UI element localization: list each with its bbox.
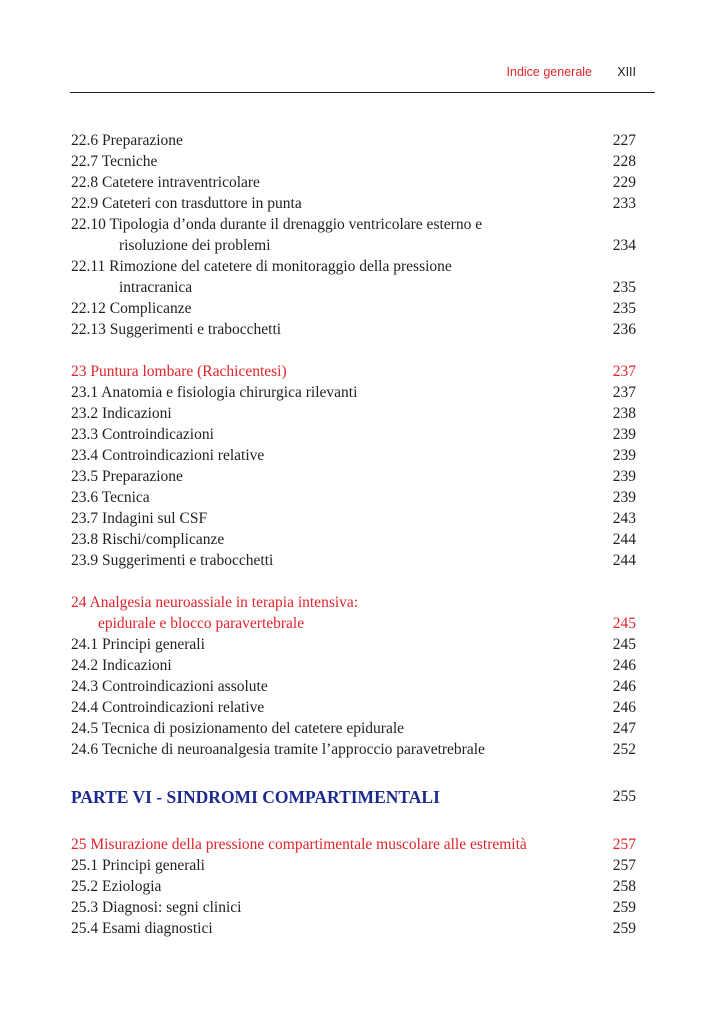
- running-header-title: Indice generale: [506, 65, 592, 79]
- toc-entry-page: 246: [612, 678, 636, 695]
- toc-entry: [71, 466, 636, 487]
- toc-entry-page: 235: [612, 300, 636, 317]
- toc-entry-title: 22.13 Suggerimenti e trabocchetti: [71, 321, 282, 338]
- toc-entry: [71, 876, 636, 897]
- toc-entry: [71, 172, 636, 193]
- toc-chapter-heading: [71, 592, 636, 613]
- table-of-contents: [71, 130, 636, 939]
- toc-entry-title: 24.5 Tecnica di posizionamento del catetere epidurale: [71, 720, 405, 737]
- spacer: [71, 340, 636, 361]
- toc-entry-title: intracranica: [119, 279, 193, 296]
- toc-part-heading: [71, 784, 636, 810]
- toc-entry-title: 22.10 Tipologia d’onda durante il drenaggio ventricolare esterno e: [71, 216, 483, 233]
- toc-entry-page: 239: [612, 489, 636, 506]
- toc-entry: [71, 550, 636, 571]
- toc-entry-title: 24.3 Controindicazioni assolute: [71, 678, 268, 695]
- toc-entry-title: 23 Puntura lombare (Rachicentesi): [71, 363, 287, 380]
- toc-entry-page: 238: [612, 405, 636, 422]
- toc-entry-page: 227: [612, 132, 636, 149]
- toc-entry: [71, 529, 636, 550]
- toc-entry: [71, 718, 636, 739]
- toc-entry: [71, 918, 636, 939]
- toc-entry: [71, 487, 636, 508]
- toc-entry: [71, 739, 636, 760]
- toc-entry-page: 245: [612, 615, 636, 632]
- header-divider: [70, 92, 655, 93]
- toc-entry-page: 235: [612, 279, 636, 296]
- toc-entry-title: 22.6 Preparazione: [71, 132, 183, 149]
- toc-entry-page: 257: [612, 836, 636, 853]
- toc-entry-page: 257: [612, 857, 636, 874]
- toc-entry-page: 237: [612, 363, 636, 380]
- toc-entry: [71, 897, 636, 918]
- toc-chapter-heading: [71, 361, 636, 382]
- toc-entry-page: 244: [612, 552, 636, 569]
- toc-entry-title: 24.4 Controindicazioni relative: [71, 699, 265, 716]
- toc-entry-page: 246: [612, 699, 636, 716]
- toc-entry-title: 23.6 Tecnica: [71, 489, 150, 506]
- spacer: [71, 571, 636, 592]
- toc-entry-title: 25.4 Esami diagnostici: [71, 920, 213, 937]
- toc-entry: [71, 256, 636, 277]
- toc-entry: [71, 697, 636, 718]
- toc-entry-page: 258: [612, 878, 636, 895]
- toc-entry: [71, 424, 636, 445]
- toc-entry-page: 245: [612, 636, 636, 653]
- toc-entry-title: risoluzione dei problemi: [119, 237, 271, 254]
- toc-entry-page: 252: [612, 741, 636, 758]
- page-number: XIII: [617, 65, 636, 79]
- toc-entry-title: 23.9 Suggerimenti e trabocchetti: [71, 552, 274, 569]
- toc-entry-title: 22.8 Catetere intraventricolare: [71, 174, 260, 191]
- toc-entry-title: 25.3 Diagnosi: segni clinici: [71, 899, 242, 916]
- toc-entry-title: 22.11 Rimozione del catetere di monitoraggio della pressione: [71, 258, 452, 275]
- toc-entry: [71, 403, 636, 424]
- toc-entry-title: 25.1 Principi generali: [71, 857, 205, 874]
- toc-entry-page: 259: [612, 920, 636, 937]
- toc-entry-title: 22.7 Tecniche: [71, 153, 158, 170]
- toc-entry-title: 23.5 Preparazione: [71, 468, 183, 485]
- toc-entry: [71, 193, 636, 214]
- toc-chapter-heading-continuation: [71, 613, 636, 634]
- toc-entry-page: 244: [612, 531, 636, 548]
- toc-part-title: PARTE VI - SINDROMI COMPARTIMENTALI: [71, 787, 440, 807]
- toc-entry-page: 239: [612, 468, 636, 485]
- toc-entry-title: 24.1 Principi generali: [71, 636, 205, 653]
- toc-entry: [71, 676, 636, 697]
- toc-entry-title: 22.12 Complicanze: [71, 300, 192, 317]
- toc-entry-page: 233: [612, 195, 636, 212]
- toc-entry: [71, 655, 636, 676]
- toc-entry: [71, 855, 636, 876]
- toc-entry: [71, 382, 636, 403]
- toc-entry-page: 237: [612, 384, 636, 401]
- toc-entry-title: 25.2 Eziologia: [71, 878, 162, 895]
- toc-entry-title: 23.7 Indagini sul CSF: [71, 510, 208, 527]
- spacer: [71, 760, 636, 784]
- toc-entry: [71, 214, 636, 235]
- toc-entry-title: 23.3 Controindicazioni: [71, 426, 214, 443]
- toc-entry-page: 234: [612, 237, 636, 254]
- toc-entry-continuation: [71, 235, 636, 256]
- toc-entry-title: 24.2 Indicazioni: [71, 657, 172, 674]
- toc-entry-page: 247: [612, 720, 636, 737]
- toc-entry: [71, 319, 636, 340]
- toc-entry-title: 24 Analgesia neuroassiale in terapia intensiva:: [71, 594, 359, 611]
- toc-chapter-heading: [71, 834, 636, 855]
- toc-entry-title: 22.9 Cateteri con trasduttore in punta: [71, 195, 302, 212]
- toc-entry: [71, 130, 636, 151]
- toc-entry: [71, 445, 636, 466]
- toc-entry-page: 243: [612, 510, 636, 527]
- toc-entry-page: 236: [612, 321, 636, 338]
- toc-entry-title: 23.2 Indicazioni: [71, 405, 172, 422]
- toc-entry-page: 228: [612, 153, 636, 170]
- toc-entry-page: 229: [612, 174, 636, 191]
- toc-entry-title: 25 Misurazione della pressione compartimentale muscolare alle estremità: [71, 836, 527, 853]
- toc-entry-title: epidurale e blocco paravertebrale: [98, 615, 305, 632]
- toc-entry-page: 239: [612, 447, 636, 464]
- toc-entry-title: 23.1 Anatomia e fisiologia chirurgica rilevanti: [71, 384, 358, 401]
- toc-entry-title: 23.8 Rischi/complicanze: [71, 531, 225, 548]
- toc-entry-page: 246: [612, 657, 636, 674]
- toc-entry: [71, 508, 636, 529]
- spacer: [71, 810, 636, 834]
- toc-entry: [71, 634, 636, 655]
- running-header: [70, 64, 654, 84]
- toc-entry: [71, 298, 636, 319]
- toc-entry-page: 255: [612, 788, 636, 805]
- toc-entry-title: 24.6 Tecniche di neuroanalgesia tramite l’approccio paravetrebrale: [71, 741, 485, 758]
- toc-entry-continuation: [71, 277, 636, 298]
- toc-entry-title: 23.4 Controindicazioni relative: [71, 447, 265, 464]
- toc-entry: [71, 151, 636, 172]
- toc-entry-page: 259: [612, 899, 636, 916]
- toc-entry-page: 239: [612, 426, 636, 443]
